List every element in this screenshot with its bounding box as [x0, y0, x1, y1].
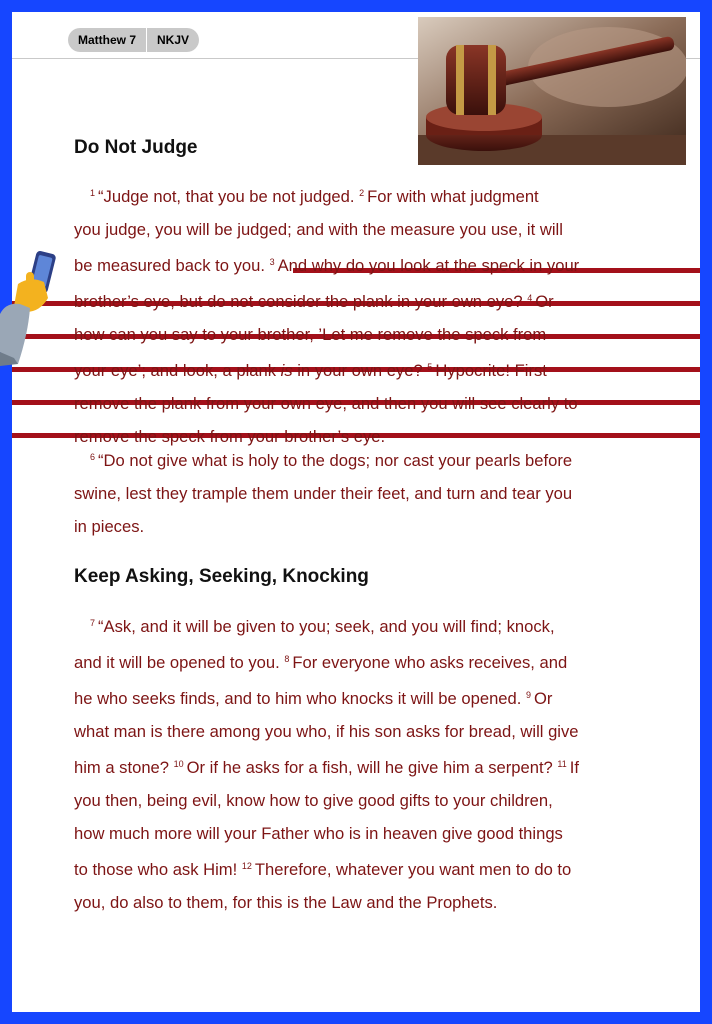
verse-text: swine, lest they trample them under their feet, and turn and tear you — [74, 484, 573, 503]
verse-text: Hypocrite! First — [435, 361, 547, 380]
verse-text: Or — [534, 689, 553, 708]
verse-text: your eye’; and look, a plank — [74, 361, 281, 380]
verse-text: him a stone? — [74, 758, 174, 777]
verse-number: 9 — [525, 690, 531, 700]
italic-word: is — [280, 361, 293, 380]
verse-text: you judge, you will be judged; and with the measure you use, it will — [74, 220, 563, 239]
verse-number: 3 — [269, 257, 275, 267]
verse-text: to those who ask Him! — [74, 860, 242, 879]
verse-text: “Judge not, that you be not judged. — [98, 187, 360, 206]
verse-number: 1 — [90, 188, 96, 198]
verse-number: 2 — [359, 188, 365, 198]
hand-holding-phone-emoji — [0, 242, 60, 372]
verse-text: in your own eye? — [292, 361, 428, 380]
verse-text: Therefore, whatever you want men to do to — [254, 860, 572, 879]
verse-number: 8 — [284, 654, 290, 664]
verse-text: remove the speck from your brother’s eye. — [74, 427, 386, 446]
verse-text: And why do you look at the speck in your — [277, 256, 580, 275]
verse-number: 11 — [557, 759, 567, 769]
verse-text: If — [569, 758, 579, 777]
judge-gavel-photo — [418, 17, 686, 165]
verse-text: Or — [535, 292, 554, 311]
verse-text: how can you say to your brother, ’Let me remove the speck from — [74, 325, 547, 344]
chapter-version-pill[interactable] — [68, 28, 199, 52]
section-heading-keep-asking: Keep Asking, Seeking, Knocking — [74, 566, 369, 587]
version-label[interactable]: NKJV — [157, 33, 190, 47]
verses-7-12 — [74, 607, 654, 919]
verse-number: 4 — [527, 293, 533, 303]
bible-page — [12, 12, 700, 1012]
verse-text: and it will be opened to you. — [74, 653, 285, 672]
section-heading-do-not-judge: Do Not Judge — [74, 137, 198, 158]
verse-text: For everyone who asks receives, and — [292, 653, 568, 672]
verse-text: “Do not give what is holy to the dogs; nor cast your pearls before — [98, 451, 573, 470]
chapter-label[interactable]: Matthew 7 — [78, 33, 137, 47]
verse-6 — [74, 441, 654, 543]
verse-text: you, do also to them, for this is the Law and the Prophets. — [74, 893, 498, 912]
verse-number: 7 — [90, 618, 96, 628]
verse-text: Or if he asks for a fish, will he give him a serpent? — [186, 758, 558, 777]
gavel-illustration — [418, 17, 686, 165]
verses-1-5 — [74, 177, 654, 453]
verse-text: he who seeks finds, and to him who knocks it will be opened. — [74, 689, 526, 708]
verse-text: how much more will your Father who is in heaven give good things — [74, 824, 563, 843]
verse-text: brother’s eye, but do not consider the plank in your own eye? — [74, 292, 528, 311]
verse-text: remove the plank from your own eye, and then you will see clearly to — [74, 394, 578, 413]
verse-text: be measured back to you. — [74, 256, 270, 275]
verse-text: For with what judgment — [367, 187, 539, 206]
verse-number: 12 — [241, 861, 252, 871]
verse-text: you then, being evil, know how to give good gifts to your children, — [74, 791, 553, 810]
verse-text: in pieces. — [74, 517, 145, 536]
verse-number: 5 — [427, 362, 433, 372]
verse-number: 10 — [173, 759, 184, 769]
verse-text: what man is there among you who, if his son asks for bread, will give — [74, 722, 579, 741]
verse-number: 6 — [90, 452, 96, 462]
verse-text: “Ask, and it will be given to you; seek, and you will find; knock, — [98, 617, 555, 636]
